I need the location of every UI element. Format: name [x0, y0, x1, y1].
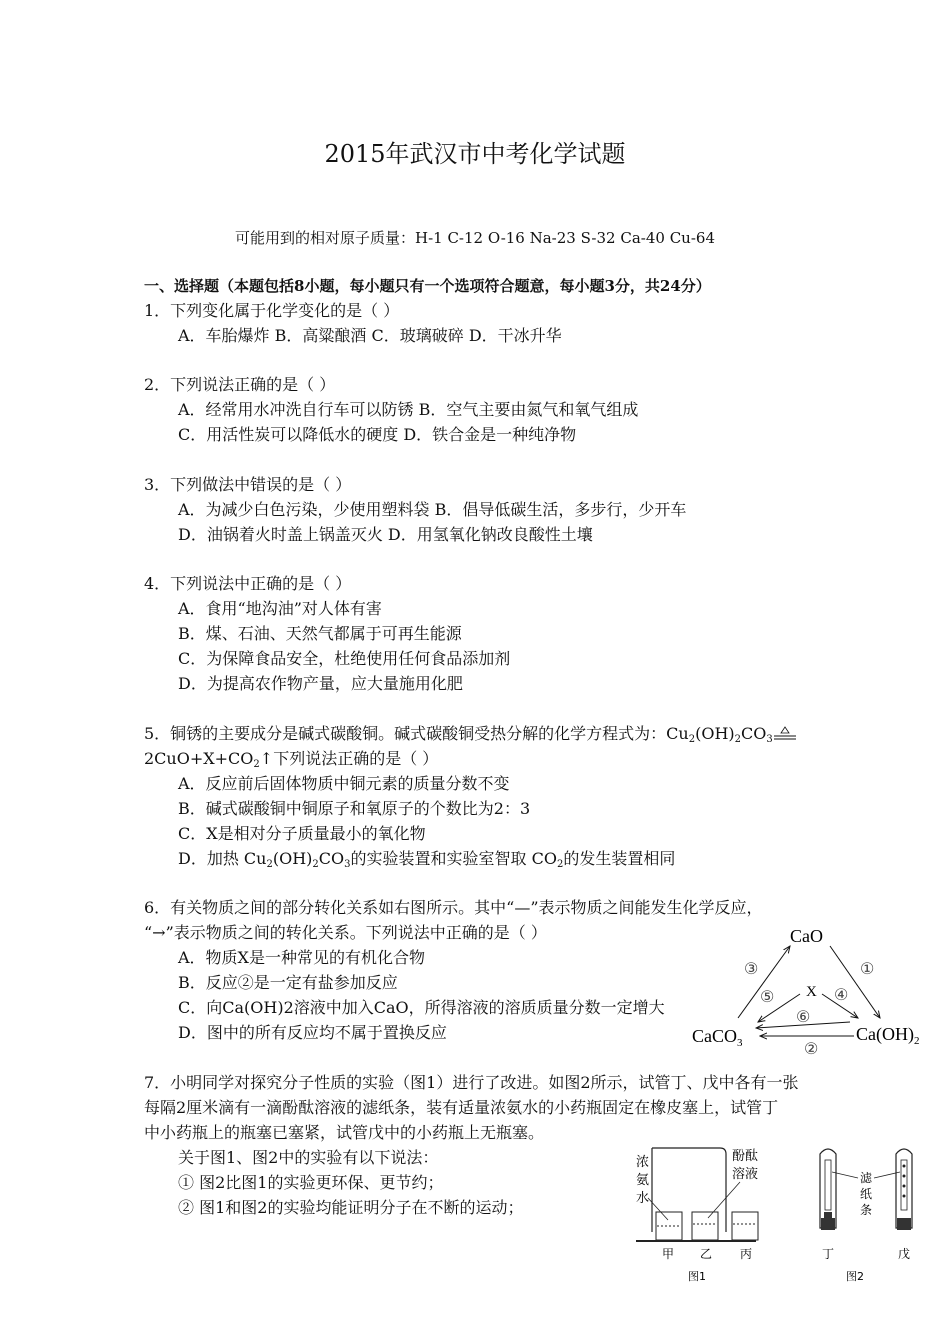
label-phenol-2: 溶液 — [732, 1167, 759, 1182]
label-ammonia-3: 水 — [636, 1191, 650, 1206]
label-wu: 戊 — [898, 1247, 911, 1261]
bell-jar — [652, 1148, 726, 1232]
figure-1 — [636, 1148, 758, 1283]
label-paper-2: 纸 — [860, 1187, 873, 1201]
q1-stem: 1．下列变化属于化学变化的是（ ） — [144, 301, 400, 320]
q3-options-ab: A．为减少白色污染，少使用塑料袋 B．倡导低碳生活，多步行，少开车 — [178, 500, 687, 519]
q7-statement-2: ② 图1和图2的实验均能证明分子在不断的运动； — [178, 1198, 524, 1217]
label-paper-1: 滤 — [860, 1171, 873, 1185]
q7-line3: 中小药瓶上的瓶塞已塞紧，试管戊中的小药瓶上无瓶塞。 — [144, 1123, 545, 1142]
q2-options-cd: C．用活性炭可以降低水的硬度 D．铁合金是一种纯净物 — [178, 425, 577, 444]
q5-stem-line1: 5．铜锈的主要成分是碱式碳酸铜。碱式碳酸铜受热分解的化学方程式为：$Cu_2(OH)_2CO_3$ — [144, 724, 797, 744]
q6-conversion-diagram — [690, 918, 940, 1058]
label-5: ⑤ — [760, 989, 775, 1006]
label-bing: 丙 — [740, 1247, 753, 1261]
stopper-ding — [821, 1218, 835, 1230]
q6-stem-line2: “→”表示物质之间的转化关系。下列说法中正确的是（ ） — [144, 923, 547, 942]
beaker-yi — [692, 1212, 718, 1240]
arrow-3 — [738, 946, 790, 1018]
q4-option-b: B．煤、石油、天然气都属于可再生能源 — [178, 624, 462, 643]
q5-option-d: D．加热 $Cu_2(OH)_2CO_3$的实验装置和实验室智取 $CO_2$的发生装置相同 — [178, 849, 676, 870]
q7-statement-1: ① 图2比图1的实验更环保、更节约； — [178, 1173, 444, 1192]
q7-line1: 7．小明同学对探究分子性质的实验（图1）进行了改进。如图2所示，试管丁、戊中各有一张 — [144, 1073, 799, 1092]
q2-options-ab: A．经常用水冲洗自行车可以防锈 B．空气主要由氮气和氧气组成 — [178, 400, 639, 419]
q5-stem-text: 5．铜锈的主要成分是碱式碳酸铜。碱式碳酸铜受热分解的化学方程式为：Cu — [144, 724, 689, 743]
label-ammonia-2: 氨 — [636, 1173, 650, 1188]
node-cao: CaO — [790, 926, 823, 946]
label-3: ③ — [744, 961, 759, 978]
q4-stem: 4．下列说法中正确的是（ ） — [144, 574, 352, 593]
label-2: ② — [804, 1041, 819, 1058]
q5-stem-line2: $2CuO+X+CO_2↑$下列说法正确的是（ ） — [144, 749, 439, 770]
page-title: 2015年武汉市中考化学试题 — [324, 140, 626, 168]
label-yi: 乙 — [700, 1247, 713, 1261]
q3-options-cd: D．油锅着火时盖上锅盖灭火 D．用氢氧化钠改良酸性土壤 — [178, 525, 593, 544]
q6-option-b: B．反应②是一定有盐参加反应 — [178, 973, 398, 992]
label-fig2: 图2 — [846, 1270, 864, 1283]
test-tube-wu — [896, 1149, 912, 1228]
label-fig1: 图1 — [688, 1270, 706, 1283]
node-x: X — [806, 984, 817, 1000]
q6-option-c: C．向Ca(OH)2溶液中加入CaO，所得溶液的溶质质量分数一定增大 — [178, 998, 665, 1017]
q4-option-c: C．为保障食品安全，杜绝使用任何食品添加剂 — [178, 649, 511, 668]
node-caco3: CaCO$_3$ — [692, 1026, 743, 1049]
label-jia: 甲 — [662, 1247, 675, 1261]
q1-options: A．车胎爆炸 B．高粱酿酒 C．玻璃破碎 D．干冰升华 — [178, 326, 562, 345]
q4-option-a: A．食用“地沟油”对人体有害 — [178, 599, 382, 618]
q5-option-a: A．反应前后固体物质中铜元素的质量分数不变 — [178, 774, 510, 793]
beaker-bing — [732, 1212, 758, 1240]
q7-experiment-figure — [628, 1140, 928, 1290]
q7-line4: 关于图1、图2中的实验有以下说法： — [178, 1148, 439, 1167]
label-ding: 丁 — [822, 1247, 835, 1261]
q6-option-d: D．图中的所有反应均不属于置换反应 — [178, 1023, 447, 1042]
q5-equation: 2CuO+X+CO — [144, 749, 254, 768]
q6-stem-line1: 6．有关物质之间的部分转化关系如右图所示。其中“—”表示物质之间能发生化学反应， — [144, 898, 763, 917]
label-1: ① — [860, 961, 875, 978]
q5-option-b: B．碱式碳酸铜中铜原子和氧原子的个数比为2：3 — [178, 799, 531, 818]
label-4: ④ — [834, 987, 849, 1004]
label-6: ⑥ — [796, 1009, 811, 1026]
heat-equals-icon — [773, 724, 797, 744]
q4-option-d: D．为提高农作物产量，应大量施用化肥 — [178, 674, 463, 693]
section-heading: 一、选择题（本题包括8小题，每小题只有一个选项符合题意，每小题3分，共24分） — [144, 277, 711, 295]
stopper-wu — [897, 1218, 911, 1230]
q6-option-a: A．物质X是一种常见的有机化合物 — [178, 948, 425, 967]
figure-2 — [820, 1149, 912, 1283]
q2-stem: 2．下列说法正确的是（ ） — [144, 375, 336, 394]
atomic-masses: 可能用到的相对原子质量：H-1 C-12 O-16 Na-23 S-32 Ca-40 Cu-64 — [234, 229, 715, 247]
node-caoh2: $Ca(OH)_2$ — [856, 1024, 920, 1047]
q7-line2: 每隔2厘米滴有一滴酚酞溶液的滤纸条，装有适量浓氨水的小药瓶固定在橡皮塞上，试管丁 — [144, 1098, 779, 1117]
arrow-1 — [830, 946, 880, 1018]
q5-stem-tail: ↑下列说法正确的是（ ） — [259, 749, 439, 768]
label-paper-3: 条 — [860, 1203, 873, 1217]
q5-option-c: C．X是相对分子质量最小的氧化物 — [178, 824, 426, 843]
q3-stem: 3．下列做法中错误的是（ ） — [144, 475, 352, 494]
label-ammonia-1: 浓 — [636, 1155, 650, 1170]
label-phenol-1: 酚酞 — [732, 1149, 759, 1164]
